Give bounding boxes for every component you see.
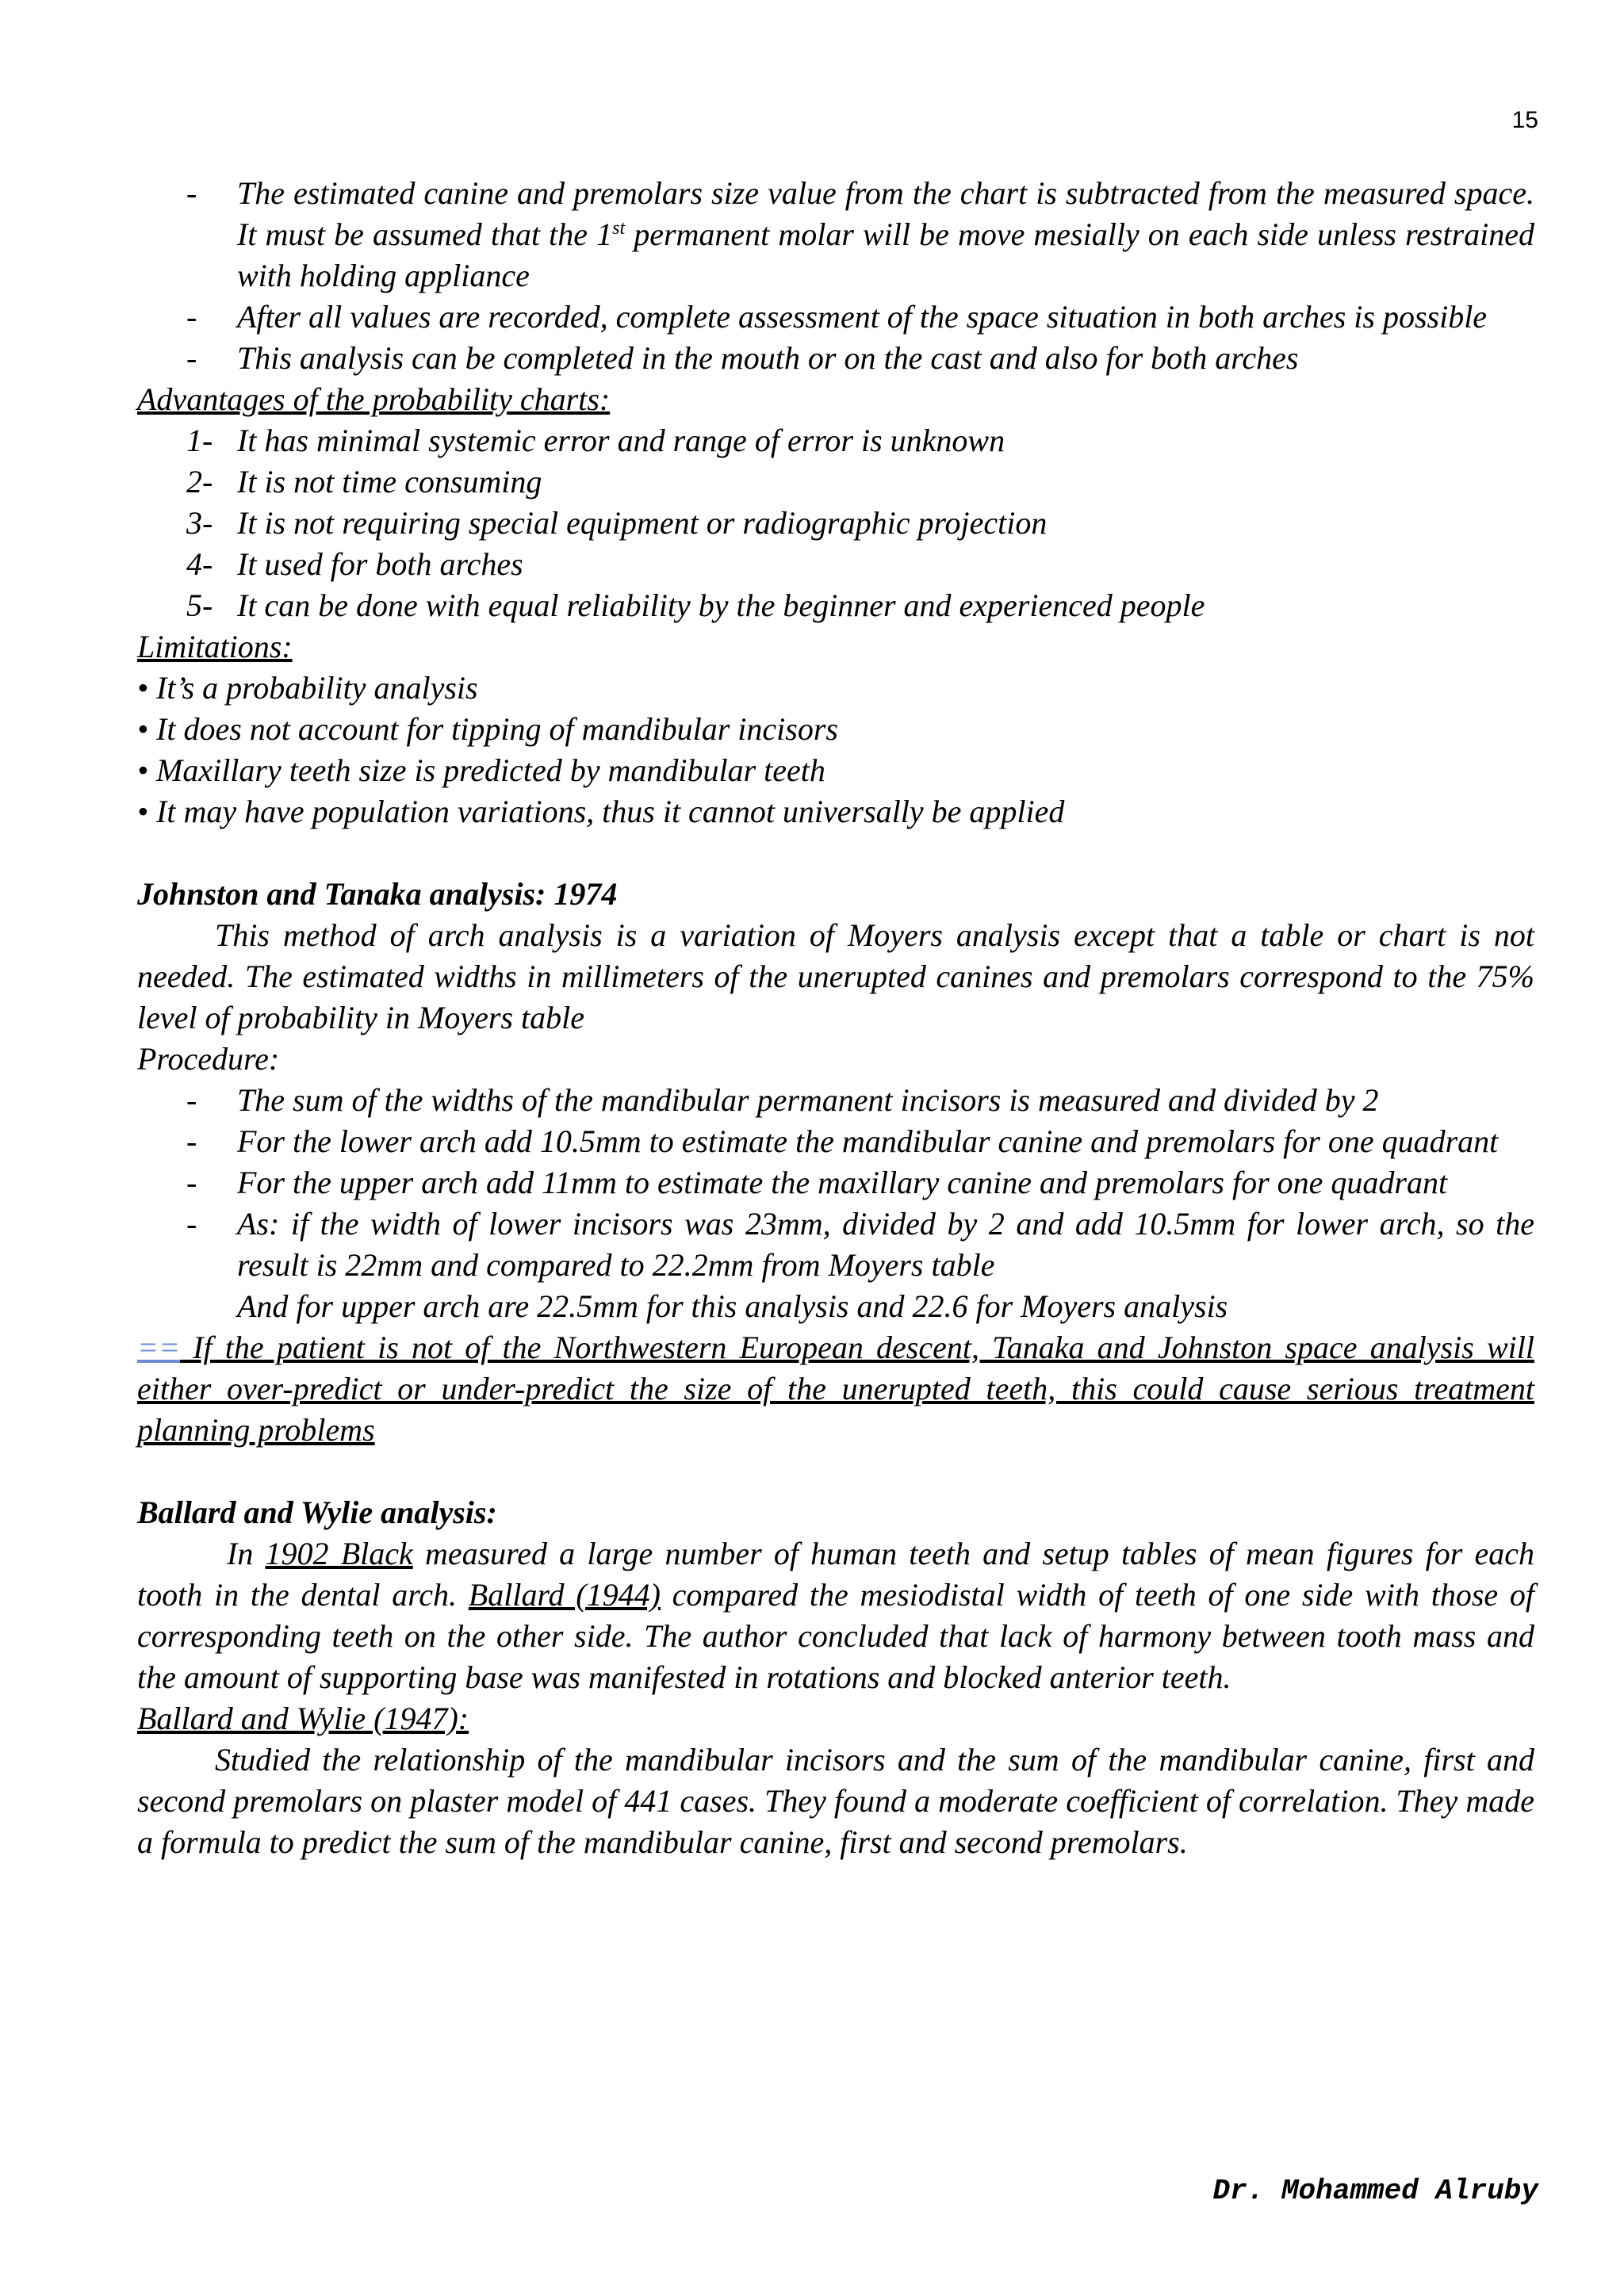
list-item-text: It is not time consuming [237,464,542,499]
list-item [137,1121,1534,1162]
limitations-heading: Limitations: [137,629,293,664]
list-item-text: It can be done with equal reliability by the beginner and experienced people [237,587,1205,623]
reference-black-1902: 1902 Black [265,1536,413,1571]
list-dash: - [186,175,197,211]
list-item [137,1080,1534,1121]
page-number: 15 [1511,107,1538,133]
list-item-text: The estimated canine and premolars size value from the chart is subtracted from the measured space. It must be assumed that the 1 [237,175,1534,252]
spacer [137,1451,1534,1492]
list-item: • Maxillary teeth size is predicted by mandibular teeth [137,752,825,788]
procedure-label: Procedure: [137,1041,280,1077]
moyers-notes-list [137,173,1534,379]
list-number: 3- [186,505,213,541]
list-item-text: As: if the width of lower incisors was 23mm, divided by 2 and add 10.5mm for lower arch, so the result is 22mm and compared to 22.2mm from Moyers table [237,1206,1534,1283]
note-marker: == [137,1330,180,1365]
note-text: If the patient is not of the Northwestern European descent, Tanaka and Johnston space analysis will either over-predict or under-predict the size of the unerupted teeth, this could cause serious treatment planning problems [137,1330,1534,1448]
procedure-steps-list [137,1080,1534,1286]
population-note [137,1327,1534,1451]
limitations-list [137,668,1534,832]
list-dash: - [186,340,197,376]
paragraph-text: measured a large number of human teeth and setup tables of mean figures for each tooth in the dental arch. [137,1536,1535,1613]
advantages-heading: Advantages of the probability charts: [137,381,611,417]
list-number: 5- [186,587,213,623]
list-item: • It may have population variations, thus it cannot universally be applied [137,794,1065,829]
paragraph-text: compared the mesiodistal width of teeth of one side with those of corresponding teeth on the other side. The author concluded that lack of harmony between tooth mass and the amount of supporting base was manifested in rotations and blocked anterior teeth. [137,1577,1534,1695]
list-item-text: This analysis can be completed in the mouth or on the cast and also for both arches [237,340,1299,376]
list-item [137,173,1534,297]
list-number: 4- [186,546,213,582]
list-item-text: After all values are recorded, complete assessment of the space situation in both arches is possible [237,299,1488,335]
list-dash: - [186,1206,197,1242]
list-item [137,585,1534,626]
list-item-text: It used for both arches [237,546,523,582]
ballard-wylie-subheading: Ballard and Wylie (1947): [137,1701,469,1736]
list-item: • It does not account for tipping of mandibular incisors [137,711,838,747]
list-number: 2- [186,464,213,499]
list-item-text-cont: permanent molar will be move mesially on each side unless restrained with holding appliance [237,216,1535,293]
ballard-wylie-heading: Ballard and Wylie analysis: [137,1494,497,1530]
ballard-wylie-paragraph: Studied the relationship of the mandibular incisors and the sum of the mandibular canine, first and second premolars on plaster model of 441 cases. They found a moderate coefficient of correlation. They made a formula to predict the sum of the mandibular canine, first and second premolars. [137,1742,1534,1860]
list-item-text: The sum of the widths of the mandibular permanent incisors is measured and divided by 2 [237,1082,1379,1118]
list-dash: - [186,1165,197,1200]
list-item [137,544,1534,585]
list-item-text: It has minimal systemic error and range of error is unknown [237,423,1005,458]
superscript: st [612,218,626,239]
list-item [137,420,1534,461]
advantages-list [137,420,1534,626]
list-item [137,461,1534,503]
list-item: • It’s a probability analysis [137,670,478,706]
reference-ballard-1944: Ballard (1944) [468,1577,661,1613]
list-number: 1- [186,423,213,458]
johnston-tanaka-heading: Johnston and Tanaka analysis: 1974 [137,876,618,912]
list-item-text: For the upper arch add 11mm to estimate the maxillary canine and premolars for one quadrant [237,1165,1448,1200]
list-item-text: For the lower arch add 10.5mm to estimate the mandibular canine and premolars for one quadrant [237,1123,1499,1159]
author-footer: Dr. Mohammed Alruby [1212,2175,1538,2207]
list-item [137,297,1534,338]
list-item [137,338,1534,379]
procedure-step-continuation: And for upper arch are 22.5mm for this analysis and 22.6 for Moyers analysis [237,1288,1228,1324]
list-item-text: It is not requiring special equipment or radiographic projection [237,505,1048,541]
list-item [137,1162,1534,1203]
list-dash: - [186,1123,197,1159]
list-item [137,503,1534,544]
list-dash: - [186,1082,197,1118]
ballard-paragraph [137,1533,1534,1698]
list-item [137,1203,1534,1286]
spacer [137,832,1534,874]
johnston-intro-paragraph: This method of arch analysis is a variation of Moyers analysis except that a table or chart is not needed. The estimated widths in millimeters of the unerupted canines and premolars correspond to the 75% level of probability in Moyers table [137,917,1534,1035]
list-dash: - [186,299,197,335]
paragraph-text: In [227,1536,266,1571]
page-content [137,173,1534,1863]
